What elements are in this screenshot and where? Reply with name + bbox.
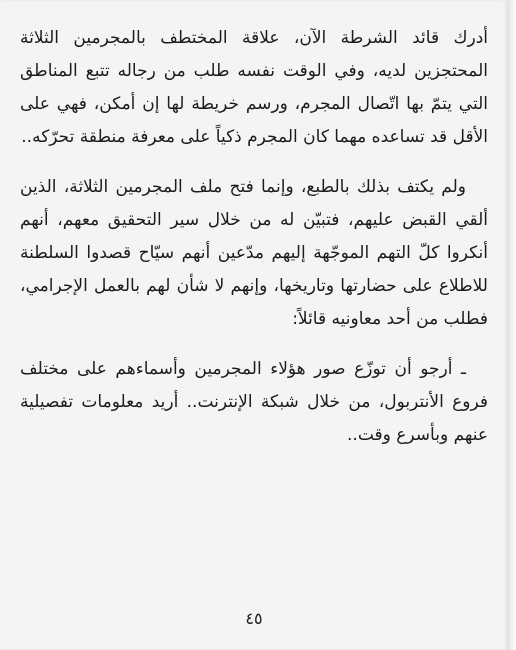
paragraph-2: ولم يكتف بذلك بالطبع، وإنما فتح ملف المجرمين الثلاثة، الذين ألقي القبض عليهم، فتبيّن له من خلال سير التحقيق معهم، أنهم أنكروا كلّ التهم الموجّهة إليهم مدّعين أنهم سيّاح قصدوا السلطنة للاطلاع على حضارتها وتاريخها، وإنهم لا شأن لهم بالعمل الإجرامي، فطلب من أحد معاونيه قائلاً: bbox=[20, 177, 488, 329]
page-edge bbox=[508, 0, 516, 650]
body-text bbox=[20, 22, 488, 452]
paragraph-1: أدرك قائد الشرطة الآن، علاقة المختطف بالمجرمين الثلاثة المحتجزين لديه، وفي الوقت نفسه طلب من رجاله تتبع المناطق التي يتمّ بها اتّصال المجرم، ورسم خريطة لها إن أمكن، فهي على الأقل قد تساعده مهما كان المجرم ذكياً على معرفة منطقة تحرّكه.. bbox=[20, 28, 488, 147]
page-number: ٤٥ bbox=[245, 609, 263, 628]
paragraph-3: ـ أرجو أن توزّع صور هؤلاء المجرمين وأسماءهم على مختلف فروع الأنتربول، من خلال شبكة الإنترنت.. أريد معلومات تفصيلية عنهم وبأسرع وقت.. bbox=[20, 359, 488, 445]
